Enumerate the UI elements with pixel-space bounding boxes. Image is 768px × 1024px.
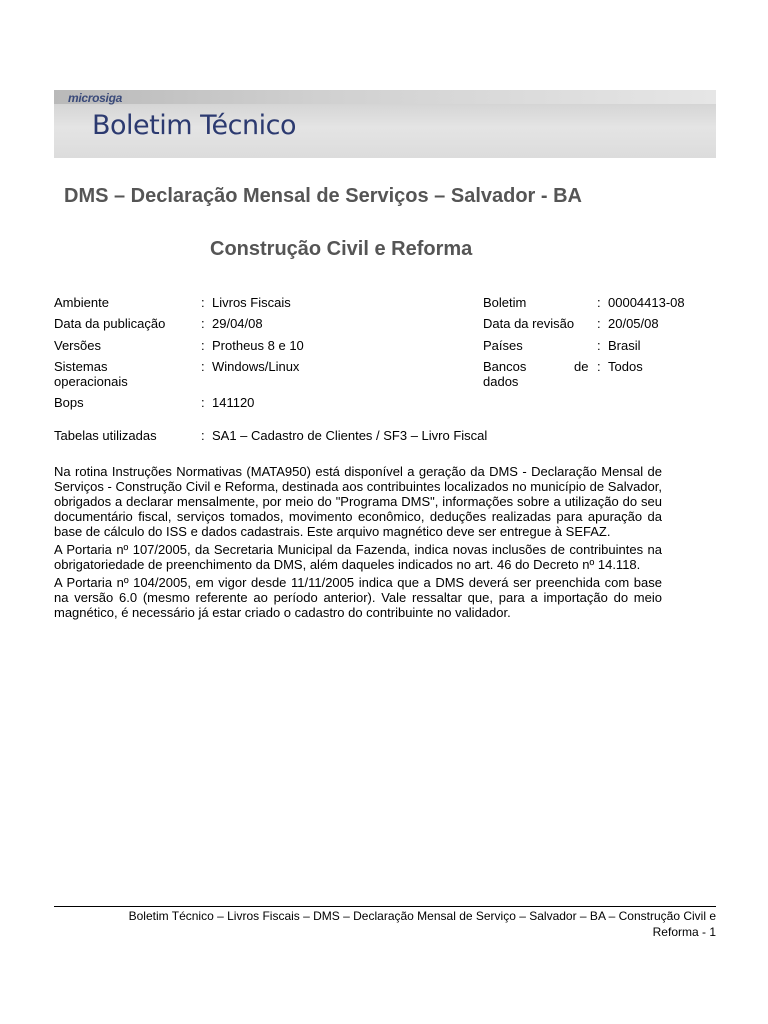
colon: : [597,316,601,331]
value-versoes: Protheus 8 e 10 [212,338,304,353]
value-sistemas: Windows/Linux [212,359,300,374]
label-bops: Bops [54,395,84,410]
value-data-revisao: 20/05/08 [608,316,659,331]
colon: : [597,359,601,374]
banner-top-band [54,90,716,104]
footer-divider [54,906,716,907]
colon: : [201,295,205,310]
colon: : [201,359,205,374]
value-paises: Brasil [608,338,641,353]
page-footer [76,908,716,940]
label-data-publicacao: Data da publicação [54,316,166,331]
colon: : [201,338,205,353]
label-bancos-word2: de [574,359,589,374]
label-versoes: Versões [54,338,101,353]
label-data-revisao: Data da revisão [483,316,575,331]
value-bops: 141120 [212,395,255,410]
colon: : [201,316,205,331]
colon: : [597,295,601,310]
label-sistemas-line1: Sistemas [54,359,108,374]
document-subtitle: Construção Civil e Reforma [210,238,473,260]
value-ambiente: Livros Fiscais [212,295,291,310]
body-text [54,464,662,623]
paragraph-3: A Portaria nº 104/2005, em vigor desde 11/11/2005 indica que a DMS deverá ser preenchida com base na versão 6.0 (mesmo referente ao período anterior). Vale ressaltar que, para a importação do meio magnético, é necessário já estar criado o cadastro do contribuinte no validador. [54,575,662,620]
label-sistemas-line2: operacionais [54,374,128,389]
header-banner [54,90,716,158]
value-tabelas: SA1 – Cadastro de Clientes / SF3 – Livro Fiscal [212,428,488,443]
colon: : [201,428,205,443]
value-data-publicacao: 29/04/08 [212,316,263,331]
colon: : [597,338,601,353]
brand-logo: microsiga [68,91,122,105]
document-title: DMS – Declaração Mensal de Serviços – Salvador - BA [64,185,582,207]
footer-line-2: Reforma - 1 [652,925,716,939]
label-paises: Países [483,338,523,353]
value-bancos: Todos [608,359,643,374]
paragraph-2: A Portaria nº 107/2005, da Secretaria Municipal da Fazenda, indica novas inclusões de contribuintes na obrigatoriedade de preenchimento da DMS, além daqueles indicados no art. 46 do Decreto nº 14.118. [54,542,662,572]
label-bancos-word1: Bancos [483,359,527,374]
paragraph-1: Na rotina Instruções Normativas (MATA950) está disponível a geração da DMS - Declaração Mensal de Serviços - Construção Civil e Reforma, destinada aos contribuintes localizados no município de Salvador, obrigados a declarar mensalmente, por meio do "Programa DMS", informações sobre a utilização do seu documentário fiscal, serviços tomados, movimento econômico, deduções realizadas para apuração da base de cálculo do ISS e dados cadastrais. Este arquivo magnético deve ser entregue à SEFAZ. [54,464,662,539]
banner-title: Boletim Técnico [92,110,296,141]
footer-line-1: Boletim Técnico – Livros Fiscais – DMS – Declaração Mensal de Serviço – Salvador – BA – Construção Civil e [128,909,716,923]
label-ambiente: Ambiente [54,295,109,310]
label-bancos-line2: dados [483,374,519,389]
label-tabelas: Tabelas utilizadas [54,428,157,443]
value-boletim: 00004413-08 [608,295,685,310]
colon: : [201,395,205,410]
label-boletim: Boletim [483,295,527,310]
